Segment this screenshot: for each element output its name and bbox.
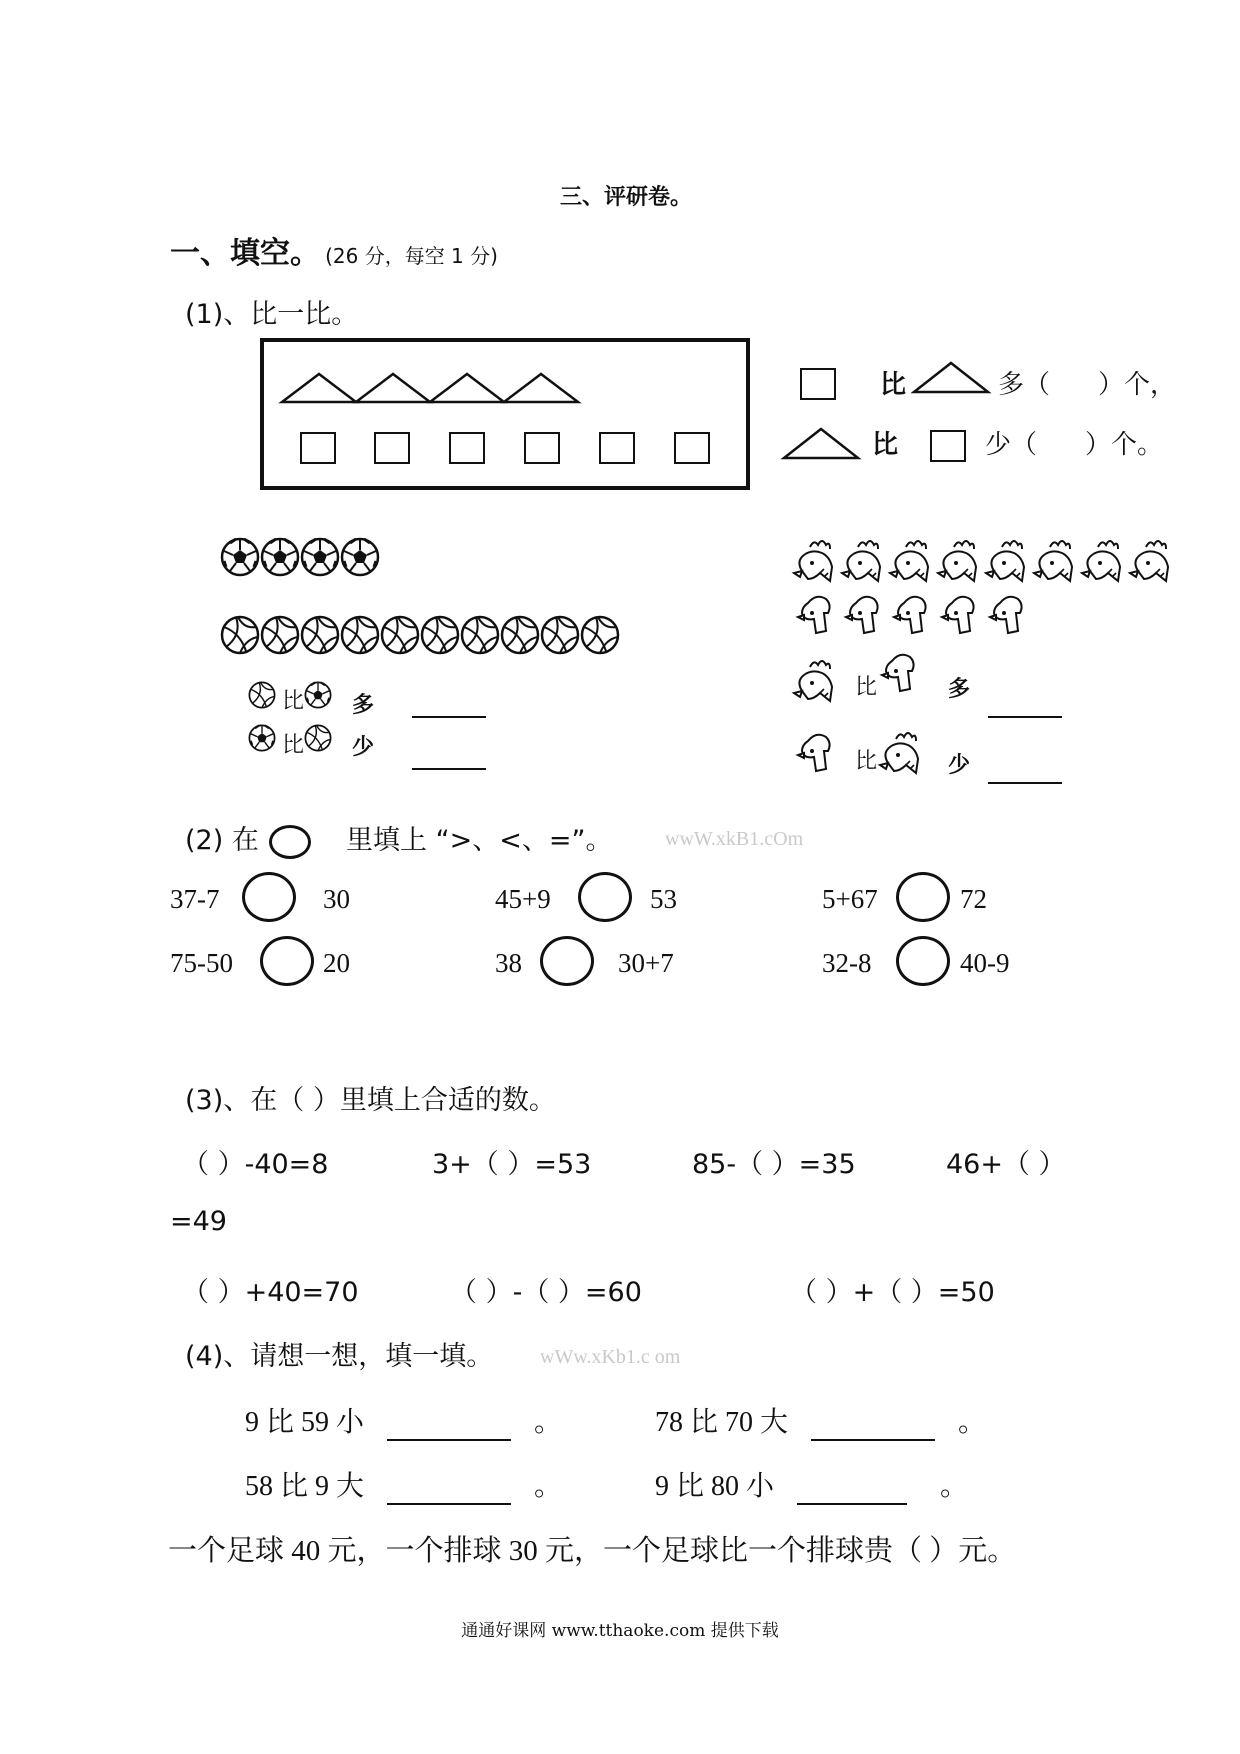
compare-circle[interactable]: [242, 872, 296, 922]
ball-more-word: 多: [352, 693, 375, 718]
square-shape: [599, 432, 635, 464]
chick-icon: [990, 597, 1022, 633]
shape-compare-box: [260, 338, 750, 490]
triangle-shape: [282, 374, 356, 402]
word-problem: 一个足球 40 元，一个排球 30 元，一个足球比一个排球贵（ ）元。: [168, 1535, 1017, 1567]
soccer-ball-icon: [249, 725, 274, 750]
compare-circle[interactable]: [896, 936, 950, 986]
compare-circle[interactable]: [540, 936, 594, 986]
q4-item: 78 比 70 大 。: [655, 1400, 986, 1441]
q2-expr-left: 38: [495, 948, 522, 978]
soccer-ball-icon: [262, 539, 298, 575]
volleyball-icon: [582, 617, 618, 653]
chick-icon: [894, 597, 926, 633]
q4-item: 58 比 9 大 。: [245, 1464, 562, 1505]
q2-expr-right: 30: [323, 884, 350, 914]
square-shape: [674, 432, 710, 464]
answer-blank[interactable]: [412, 768, 486, 770]
triangle-shape: [356, 374, 430, 402]
page-footer: 通通好课网 www.tthaoke.com 提供下载: [461, 1621, 779, 1641]
doc-title: 三、评研卷。: [560, 185, 693, 210]
rooster-icon: [986, 541, 1024, 581]
q1-title: (1)、比一比。: [185, 299, 359, 330]
volleyball-icon: [262, 617, 298, 653]
q2-expr-right: 30+7: [618, 948, 674, 978]
bird-less-word: 少: [948, 753, 971, 778]
soccer-ball-icon: [342, 539, 378, 575]
answer-blank[interactable]: [988, 782, 1062, 784]
q2-expr-right: 53: [650, 884, 677, 914]
ball-illustration: [218, 530, 638, 770]
q2-expr-left: 32-8: [822, 948, 872, 978]
compare-word: 比: [880, 370, 907, 400]
chick-icon: [798, 735, 830, 771]
q4-item: 9 比 59 小 。: [245, 1400, 562, 1441]
compare-circle[interactable]: [260, 936, 314, 986]
soccer-ball-icon: [305, 682, 330, 707]
chick-icon: [882, 655, 914, 691]
q4-title: (4)、请想一想，填一填。: [185, 1341, 494, 1372]
volleyball-icon: [249, 682, 274, 707]
q2-title-post: 里填上 “>、<、=”。: [346, 825, 613, 856]
q3-equation[interactable]: （ ）+40=70: [182, 1277, 359, 1308]
ball-compare-word: 比: [282, 689, 305, 714]
q2-expr-left: 37-7: [170, 884, 220, 914]
square-shape: [930, 430, 966, 462]
q2-title: [185, 818, 612, 859]
q4-item: 9 比 80 小 。: [655, 1464, 968, 1505]
q2-expr-right: 40-9: [960, 948, 1010, 978]
bird-illustration: [790, 535, 1190, 795]
answer-blank[interactable]: [811, 1407, 935, 1441]
more-text: 多（ ）个，: [998, 370, 1177, 400]
triangle-shape: [910, 358, 992, 396]
q3-equation[interactable]: （ ）+（ ）=50: [790, 1277, 995, 1308]
volleyball-icon: [462, 617, 498, 653]
compare-word: 比: [872, 430, 899, 460]
rooster-icon: [794, 541, 832, 581]
ball-less-word: 少: [352, 735, 375, 760]
triangle-shape: [430, 374, 504, 402]
q2-expr-right: 72: [960, 884, 987, 914]
less-text: 少（ ）个。: [985, 430, 1164, 460]
compare-circle[interactable]: [896, 872, 950, 922]
square-shape: [300, 432, 336, 464]
q3-title: (3)、在（ ）里填上合适的数。: [185, 1085, 556, 1116]
ball-compare-word: 比: [282, 733, 305, 758]
square-shape: [800, 368, 836, 400]
section-heading: [170, 228, 498, 272]
triangle-shape: [504, 374, 578, 402]
chick-icon: [846, 597, 878, 633]
volleyball-icon: [422, 617, 458, 653]
answer-blank[interactable]: [797, 1471, 907, 1505]
bird-more-word: 多: [948, 677, 971, 702]
q2-expr-left: 45+9: [495, 884, 551, 914]
soccer-ball-icon: [302, 539, 338, 575]
answer-blank[interactable]: [988, 716, 1062, 718]
q3-equation[interactable]: （ ）-40=8: [182, 1149, 329, 1180]
volleyball-icon: [382, 617, 418, 653]
volleyball-icon: [222, 617, 258, 653]
compare-circle[interactable]: [578, 872, 632, 922]
circle-icon: [269, 825, 311, 859]
square-shape: [524, 432, 560, 464]
chick-icon: [942, 597, 974, 633]
watermark: wWw.xKb1.c om: [540, 1346, 681, 1368]
soccer-ball-icon: [222, 539, 258, 575]
rooster-icon: [842, 541, 880, 581]
answer-blank[interactable]: [412, 716, 486, 718]
q3-equation[interactable]: 85-（ ）=35: [692, 1149, 856, 1180]
rooster-icon: [880, 733, 918, 773]
square-shape: [374, 432, 410, 464]
triangle-shape: [780, 424, 862, 462]
bird-compare-word: 比: [855, 749, 878, 774]
q3-equation[interactable]: 3+（ ）=53: [432, 1149, 592, 1180]
rooster-icon: [794, 661, 832, 701]
rooster-icon: [938, 541, 976, 581]
chick-icon: [798, 597, 830, 633]
section-heading-note: (26 分，每空 1 分): [325, 244, 498, 268]
section-heading-text: 一、填空。: [170, 236, 320, 271]
q2-title-pre: (2) 在: [185, 825, 259, 856]
answer-blank[interactable]: [387, 1407, 511, 1441]
volleyball-icon: [302, 617, 338, 653]
volleyball-icon: [342, 617, 378, 653]
rooster-icon: [1082, 541, 1120, 581]
triangle-row: [264, 342, 746, 486]
volleyball-icon: [502, 617, 538, 653]
q3-equation[interactable]: （ ）-（ ）=60: [450, 1277, 642, 1308]
q3-equation[interactable]: 46+（ ）: [946, 1149, 1066, 1180]
volleyball-icon: [305, 725, 330, 750]
q3-equation-wrap: =49: [170, 1206, 227, 1237]
q2-expr-left: 75-50: [170, 948, 233, 978]
q2-expr-left: 5+67: [822, 884, 878, 914]
bird-compare-word: 比: [855, 675, 878, 700]
answer-blank[interactable]: [387, 1471, 511, 1505]
rooster-icon: [1130, 541, 1168, 581]
watermark: wwW.xkB1.cOm: [665, 828, 804, 850]
q2-expr-right: 20: [323, 948, 350, 978]
volleyball-icon: [542, 617, 578, 653]
rooster-icon: [890, 541, 928, 581]
rooster-icon: [1034, 541, 1072, 581]
square-shape: [449, 432, 485, 464]
